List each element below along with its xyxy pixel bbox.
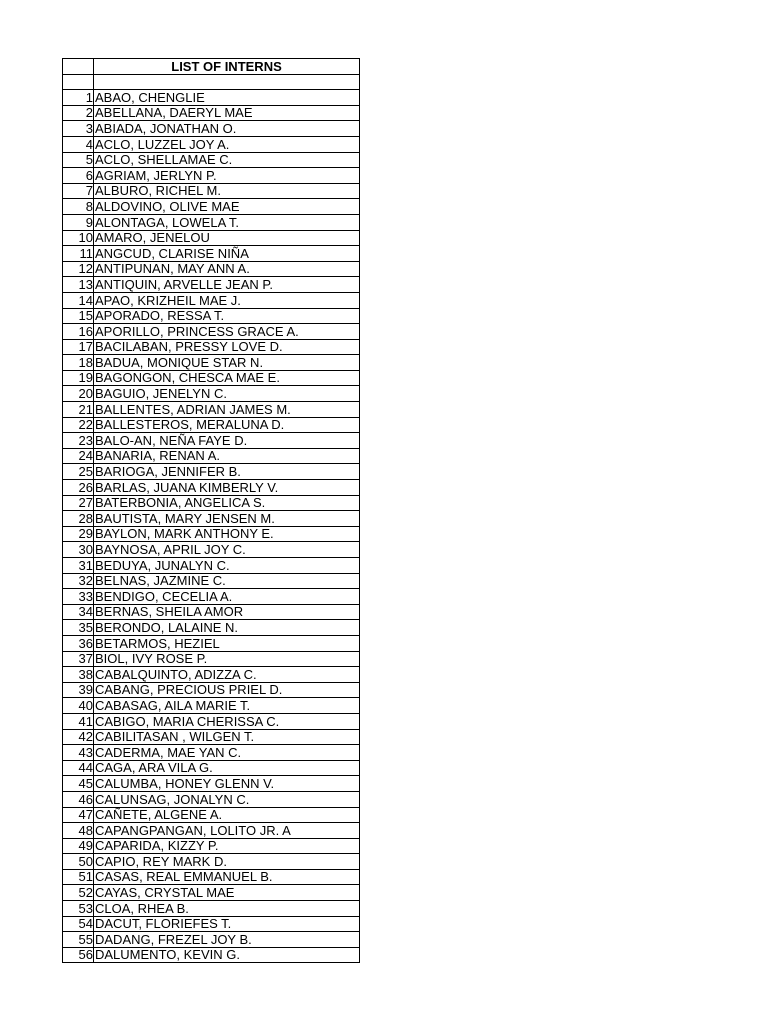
intern-name: APORILLO, PRINCESS GRACE A. xyxy=(94,324,360,340)
intern-number: 50 xyxy=(63,854,94,870)
table-row xyxy=(63,105,360,121)
table-row xyxy=(63,526,360,542)
intern-name: ABELLANA, DAERYL MAE xyxy=(94,105,360,121)
intern-name: BADUA, MONIQUE STAR N. xyxy=(94,355,360,371)
intern-number: 10 xyxy=(63,230,94,246)
table-row xyxy=(63,698,360,714)
intern-number: 53 xyxy=(63,901,94,917)
intern-number: 49 xyxy=(63,838,94,854)
table-row xyxy=(63,230,360,246)
table-row xyxy=(63,558,360,574)
intern-name: BATERBONIA, ANGELICA S. xyxy=(94,495,360,511)
intern-number: 27 xyxy=(63,495,94,511)
table-row xyxy=(63,651,360,667)
intern-name: BIOL, IVY ROSE P. xyxy=(94,651,360,667)
intern-name: ANGCUD, CLARISE NIÑA xyxy=(94,246,360,262)
intern-number: 38 xyxy=(63,667,94,683)
intern-number: 24 xyxy=(63,448,94,464)
table-row xyxy=(63,448,360,464)
table-row xyxy=(63,511,360,527)
intern-name: ABIADA, JONATHAN O. xyxy=(94,121,360,137)
intern-number: 29 xyxy=(63,526,94,542)
table-row xyxy=(63,355,360,371)
intern-name: CAGA, ARA VILA G. xyxy=(94,760,360,776)
table-row xyxy=(63,932,360,948)
table-row xyxy=(63,885,360,901)
intern-number: 45 xyxy=(63,776,94,792)
intern-name: ALBURO, RICHEL M. xyxy=(94,183,360,199)
table-row xyxy=(63,292,360,308)
intern-name: BAGONGON, CHESCA MAE E. xyxy=(94,370,360,386)
intern-name: ACLO, SHELLAMAE C. xyxy=(94,152,360,168)
table-row xyxy=(63,168,360,184)
table-row xyxy=(63,90,360,106)
intern-number: 21 xyxy=(63,402,94,418)
intern-name: CADERMA, MAE YAN C. xyxy=(94,745,360,761)
intern-number: 39 xyxy=(63,682,94,698)
intern-name: CABASAG, AILA MARIE T. xyxy=(94,698,360,714)
blank-row-name-cell xyxy=(94,74,360,90)
table-row xyxy=(63,386,360,402)
intern-number: 42 xyxy=(63,729,94,745)
intern-number: 13 xyxy=(63,277,94,293)
intern-number: 47 xyxy=(63,807,94,823)
intern-number: 37 xyxy=(63,651,94,667)
table-row xyxy=(63,838,360,854)
intern-name: BARIOGA, JENNIFER B. xyxy=(94,464,360,480)
table-row xyxy=(63,589,360,605)
intern-number: 28 xyxy=(63,511,94,527)
intern-name: CAPARIDA, KIZZY P. xyxy=(94,838,360,854)
intern-name: APORADO, RESSA T. xyxy=(94,308,360,324)
intern-number: 7 xyxy=(63,183,94,199)
intern-name: BENDIGO, CECELIA A. xyxy=(94,589,360,605)
intern-number: 19 xyxy=(63,370,94,386)
table-row xyxy=(63,791,360,807)
intern-number: 16 xyxy=(63,324,94,340)
intern-name: BAGUIO, JENELYN C. xyxy=(94,386,360,402)
intern-name: BAYNOSA, APRIL JOY C. xyxy=(94,542,360,558)
blank-row xyxy=(63,74,360,90)
intern-name: BALLENTES, ADRIAN JAMES M. xyxy=(94,402,360,418)
intern-number: 15 xyxy=(63,308,94,324)
intern-name: AGRIAM, JERLYN P. xyxy=(94,168,360,184)
intern-number: 18 xyxy=(63,355,94,371)
intern-name: BANARIA, RENAN A. xyxy=(94,448,360,464)
intern-name: BACILABAN, PRESSY LOVE D. xyxy=(94,339,360,355)
table-row xyxy=(63,214,360,230)
interns-table-body xyxy=(63,59,360,963)
intern-name: BERONDO, LALAINE N. xyxy=(94,620,360,636)
intern-name: BAYLON, MARK ANTHONY E. xyxy=(94,526,360,542)
table-row xyxy=(63,121,360,137)
table-row xyxy=(63,947,360,963)
table-row xyxy=(63,916,360,932)
table-row xyxy=(63,745,360,761)
table-row xyxy=(63,261,360,277)
sheet-title: LIST OF INTERNS xyxy=(94,59,360,75)
table-row xyxy=(63,402,360,418)
intern-name: ANTIPUNAN, MAY ANN A. xyxy=(94,261,360,277)
intern-number: 25 xyxy=(63,464,94,480)
table-row xyxy=(63,823,360,839)
intern-name: BARLAS, JUANA KIMBERLY V. xyxy=(94,480,360,496)
intern-number: 41 xyxy=(63,713,94,729)
intern-name: CABILITASAN , WILGEN T. xyxy=(94,729,360,745)
intern-name: CAPIO, REY MARK D. xyxy=(94,854,360,870)
intern-number: 52 xyxy=(63,885,94,901)
title-row-number-cell xyxy=(63,59,94,75)
intern-number: 48 xyxy=(63,823,94,839)
intern-number: 22 xyxy=(63,417,94,433)
table-row xyxy=(63,136,360,152)
intern-number: 34 xyxy=(63,604,94,620)
intern-name: AMARO, JENELOU xyxy=(94,230,360,246)
table-row xyxy=(63,199,360,215)
table-row xyxy=(63,480,360,496)
intern-number: 11 xyxy=(63,246,94,262)
table-row xyxy=(63,760,360,776)
intern-name: ANTIQUIN, ARVELLE JEAN P. xyxy=(94,277,360,293)
intern-number: 9 xyxy=(63,214,94,230)
table-row xyxy=(63,682,360,698)
intern-name: ALONTAGA, LOWELA T. xyxy=(94,214,360,230)
intern-number: 12 xyxy=(63,261,94,277)
intern-number: 36 xyxy=(63,635,94,651)
intern-number: 26 xyxy=(63,480,94,496)
intern-number: 30 xyxy=(63,542,94,558)
table-row xyxy=(63,729,360,745)
intern-number: 33 xyxy=(63,589,94,605)
intern-number: 51 xyxy=(63,869,94,885)
intern-name: DACUT, FLORIEFES T. xyxy=(94,916,360,932)
intern-number: 40 xyxy=(63,698,94,714)
intern-number: 2 xyxy=(63,105,94,121)
table-row xyxy=(63,713,360,729)
table-row xyxy=(63,604,360,620)
intern-name: APAO, KRIZHEIL MAE J. xyxy=(94,292,360,308)
intern-name: CAPANGPANGAN, LOLITO JR. A xyxy=(94,823,360,839)
table-row xyxy=(63,901,360,917)
intern-name: BETARMOS, HEZIEL xyxy=(94,635,360,651)
table-row xyxy=(63,573,360,589)
intern-name: CABANG, PRECIOUS PRIEL D. xyxy=(94,682,360,698)
intern-name: BAUTISTA, MARY JENSEN M. xyxy=(94,511,360,527)
table-row xyxy=(63,464,360,480)
intern-number: 55 xyxy=(63,932,94,948)
intern-number: 8 xyxy=(63,199,94,215)
table-row xyxy=(63,620,360,636)
intern-name: CALUMBA, HONEY GLENN V. xyxy=(94,776,360,792)
table-row xyxy=(63,807,360,823)
intern-number: 20 xyxy=(63,386,94,402)
intern-number: 17 xyxy=(63,339,94,355)
intern-number: 3 xyxy=(63,121,94,137)
table-row xyxy=(63,635,360,651)
intern-name: BELNAS, JAZMINE C. xyxy=(94,573,360,589)
title-row xyxy=(63,59,360,75)
table-row xyxy=(63,246,360,262)
table-row xyxy=(63,776,360,792)
intern-name: CAYAS, CRYSTAL MAE xyxy=(94,885,360,901)
intern-number: 43 xyxy=(63,745,94,761)
interns-table xyxy=(62,58,360,963)
intern-number: 14 xyxy=(63,292,94,308)
table-row xyxy=(63,370,360,386)
intern-name: BEDUYA, JUNALYN C. xyxy=(94,558,360,574)
table-row xyxy=(63,308,360,324)
table-row xyxy=(63,152,360,168)
intern-number: 31 xyxy=(63,558,94,574)
intern-number: 56 xyxy=(63,947,94,963)
table-row xyxy=(63,277,360,293)
table-row xyxy=(63,667,360,683)
intern-name: CAÑETE, ALGENE A. xyxy=(94,807,360,823)
table-row xyxy=(63,183,360,199)
table-row xyxy=(63,324,360,340)
intern-number: 54 xyxy=(63,916,94,932)
table-row xyxy=(63,433,360,449)
intern-number: 44 xyxy=(63,760,94,776)
table-row xyxy=(63,339,360,355)
intern-number: 35 xyxy=(63,620,94,636)
table-row xyxy=(63,854,360,870)
intern-name: CABIGO, MARIA CHERISSA C. xyxy=(94,713,360,729)
intern-name: DADANG, FREZEL JOY B. xyxy=(94,932,360,948)
table-row xyxy=(63,417,360,433)
table-row xyxy=(63,869,360,885)
intern-name: BERNAS, SHEILA AMOR xyxy=(94,604,360,620)
intern-number: 5 xyxy=(63,152,94,168)
blank-row-number-cell xyxy=(63,74,94,90)
intern-number: 4 xyxy=(63,136,94,152)
intern-name: CASAS, REAL EMMANUEL B. xyxy=(94,869,360,885)
intern-name: BALLESTEROS, MERALUNA D. xyxy=(94,417,360,433)
intern-name: CLOA, RHEA B. xyxy=(94,901,360,917)
intern-number: 1 xyxy=(63,90,94,106)
table-row xyxy=(63,542,360,558)
intern-name: ALDOVINO, OLIVE MAE xyxy=(94,199,360,215)
intern-name: CALUNSAG, JONALYN C. xyxy=(94,791,360,807)
intern-number: 23 xyxy=(63,433,94,449)
intern-number: 32 xyxy=(63,573,94,589)
intern-name: DALUMENTO, KEVIN G. xyxy=(94,947,360,963)
intern-name: ACLO, LUZZEL JOY A. xyxy=(94,136,360,152)
intern-name: ABAO, CHENGLIE xyxy=(94,90,360,106)
intern-number: 6 xyxy=(63,168,94,184)
intern-number: 46 xyxy=(63,791,94,807)
table-row xyxy=(63,495,360,511)
intern-name: BALO-AN, NEÑA FAYE D. xyxy=(94,433,360,449)
intern-name: CABALQUINTO, ADIZZA C. xyxy=(94,667,360,683)
